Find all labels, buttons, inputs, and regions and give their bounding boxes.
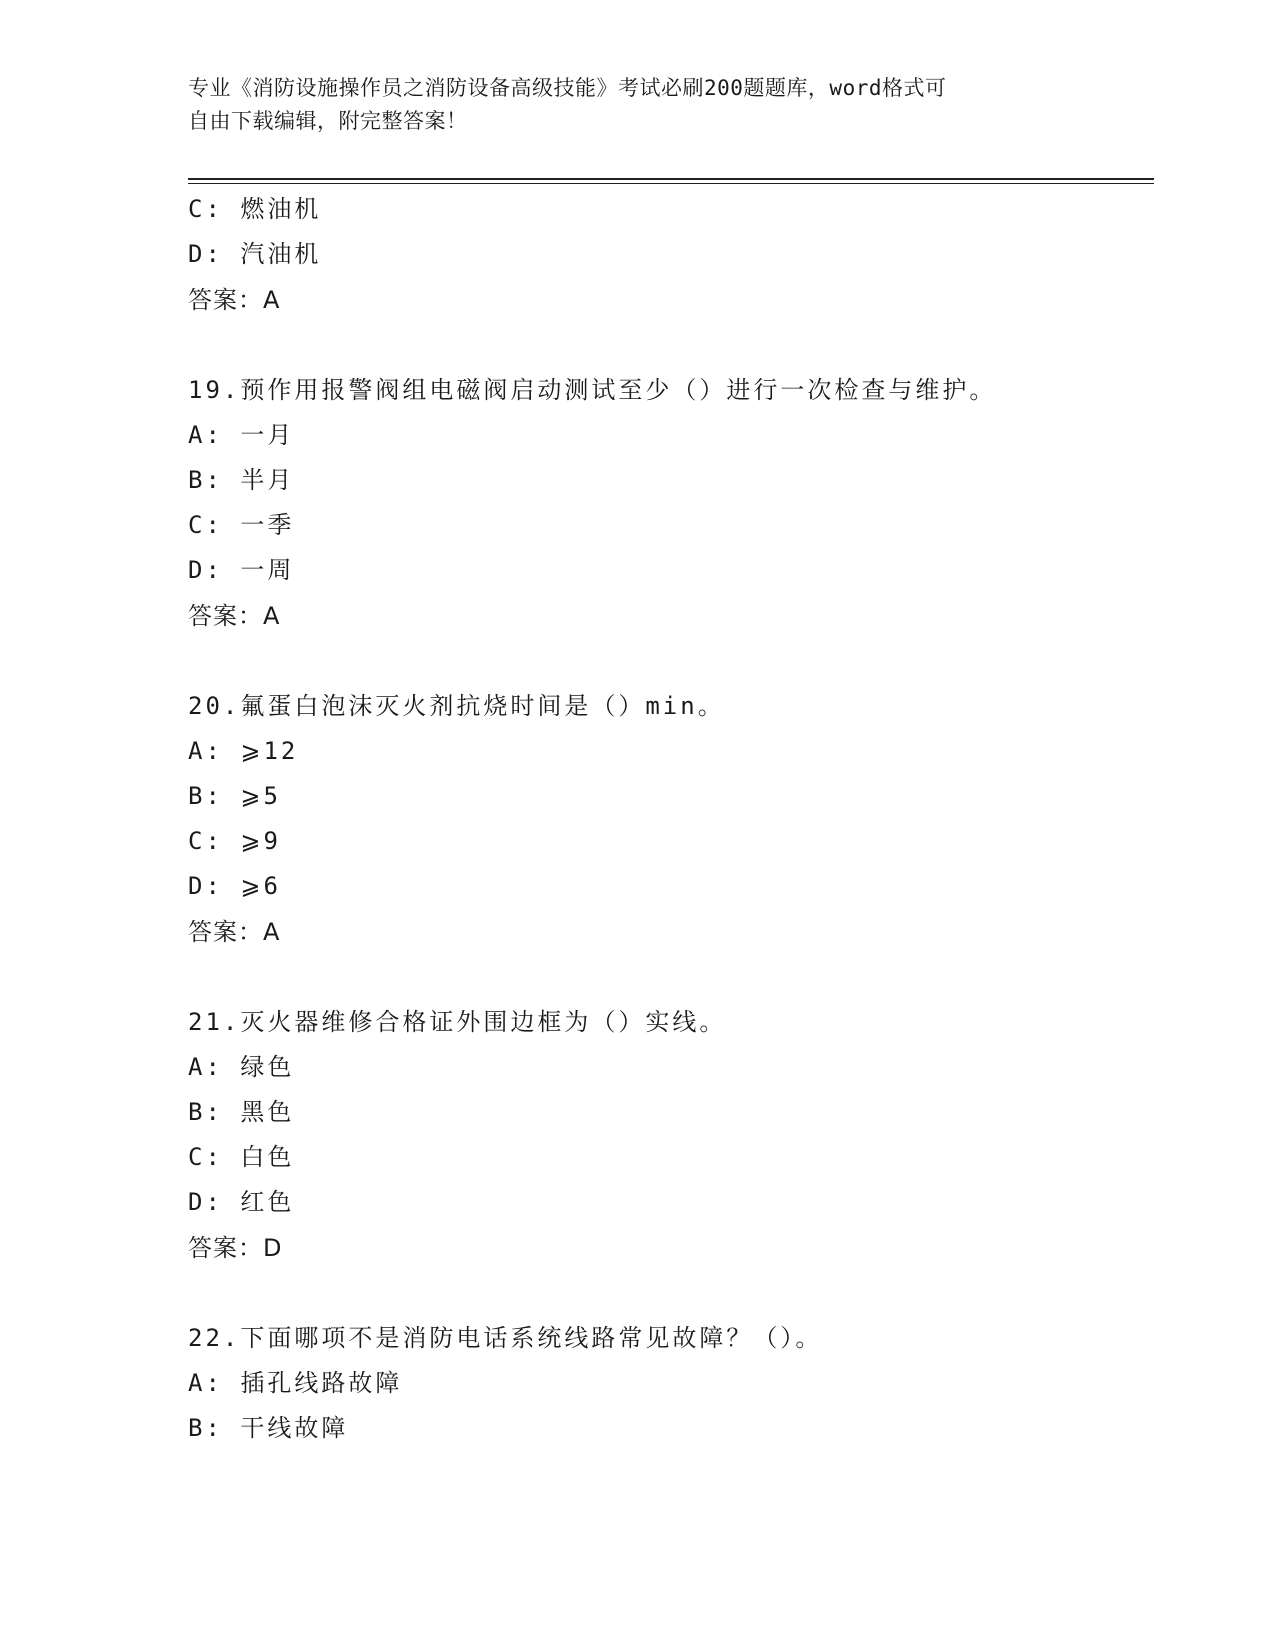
q19-option-a: A: 一月 — [188, 421, 295, 449]
q21-option-d: D: 红色 — [188, 1188, 295, 1216]
q20-option-d: D: ⩾6 — [188, 872, 281, 900]
q20-answer: 答案：A — [188, 918, 281, 946]
header-divider-bottom — [188, 183, 1154, 184]
q20-stem: 20.氟蛋白泡沫灭火剂抗烧时间是（）min。 — [188, 692, 725, 720]
document-header — [188, 72, 1068, 138]
q19-answer: 答案：A — [188, 602, 281, 630]
q20-option-b: B: ⩾5 — [188, 782, 281, 810]
q21-answer: 答案：D — [188, 1234, 283, 1262]
q19-option-d: D: 一周 — [188, 556, 295, 584]
q21-option-b: B: 黑色 — [188, 1098, 295, 1126]
q22-option-b: B: 干线故障 — [188, 1414, 349, 1442]
q21-option-a: A: 绿色 — [188, 1053, 295, 1081]
q19-option-c: C: 一季 — [188, 511, 295, 539]
q19-option-b: B: 半月 — [188, 466, 295, 494]
q21-option-c: C: 白色 — [188, 1143, 295, 1171]
q18-option-c: C: 燃油机 — [188, 195, 322, 223]
header-divider-top — [188, 178, 1154, 180]
q20-option-a: A: ⩾12 — [188, 737, 299, 765]
q19-stem: 19.预作用报警阀组电磁阀启动测试至少（）进行一次检查与维护。 — [188, 376, 997, 404]
q21-stem: 21.灭火器维修合格证外围边框为（）实线。 — [188, 1008, 727, 1036]
q22-option-a: A: 插孔线路故障 — [188, 1369, 403, 1397]
q18-option-d: D: 汽油机 — [188, 240, 322, 268]
header-line-1: 专业《消防设施操作员之消防设备高级技能》考试必刷200题题库，word格式可 — [188, 76, 947, 100]
header-line-2: 自由下载编辑，附完整答案！ — [188, 109, 468, 133]
q18-answer: 答案：A — [188, 286, 281, 314]
q20-option-c: C: ⩾9 — [188, 827, 281, 855]
q22-stem: 22.下面哪项不是消防电话系统线路常见故障？（）。 — [188, 1324, 823, 1352]
